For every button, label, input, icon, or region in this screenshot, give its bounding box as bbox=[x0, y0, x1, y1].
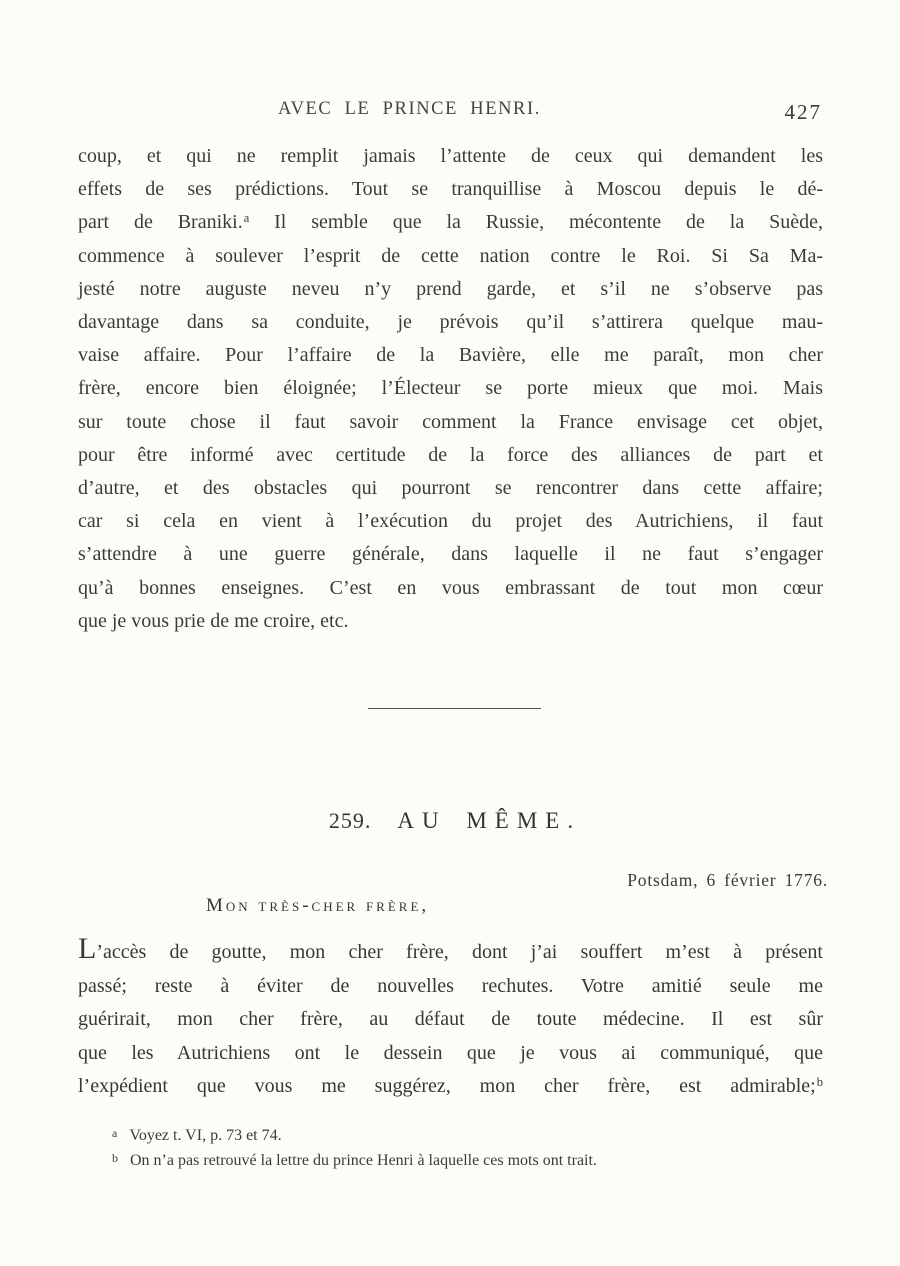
continuation-paragraph bbox=[78, 140, 823, 638]
text-line: passé; reste à éviter de nouvelles rechutes. Votre amitié seule me bbox=[78, 974, 823, 997]
text-line: d’autre, et des obstacles qui pourront se rencontrer dans cette affaire; bbox=[78, 477, 823, 500]
letter-heading bbox=[0, 808, 900, 834]
first-line-text: ’accès de goutte, mon cher frère, dont j’ai souffert m’est à présent bbox=[96, 941, 823, 963]
footnote bbox=[112, 1124, 597, 1149]
text-line: vaise affaire. Pour l’affaire de la Bavière, elle me paraît, mon cher bbox=[78, 344, 823, 367]
page-number: 427 bbox=[784, 100, 822, 124]
drop-cap-initial: L bbox=[78, 932, 97, 965]
dateline: Potsdam, 6 février 1776. bbox=[627, 870, 828, 890]
text-line: effets de ses prédictions. Tout se tranquillise à Moscou depuis le dé- bbox=[78, 178, 823, 201]
text-line: davantage dans sa conduite, je prévois qu’il s’attirera quelque mau- bbox=[78, 311, 823, 334]
text-line: part de Braniki.$^a$ Il semble que la Russie, mécontente de la Suède, bbox=[78, 211, 823, 234]
text-line: sur toute chose il faut savoir comment la France envisage cet objet, bbox=[78, 410, 823, 433]
footnote-text: Voyez t. VI, p. 73 et 74. bbox=[129, 1127, 282, 1144]
letter-title: AU MÊME. bbox=[397, 808, 582, 833]
text-line: que les Autrichiens ont le dessein que je vous ai communiqué, que bbox=[78, 1041, 823, 1064]
text-line: guérirait, mon cher frère, au défaut de toute médecine. Il est sûr bbox=[78, 1008, 823, 1030]
text-line: frère, encore bien éloignée; l’Électeur se porte mieux que moi. Mais bbox=[78, 377, 823, 400]
footnote-marker: a bbox=[112, 1126, 118, 1140]
footnotes bbox=[112, 1124, 597, 1173]
footnote-ref: b bbox=[816, 1075, 823, 1089]
footnote-marker: b bbox=[112, 1150, 118, 1165]
text-line: l’expédient que vous me suggérez, mon cher frère, est admirable;$^b$ bbox=[78, 1075, 823, 1097]
section-divider bbox=[368, 708, 541, 709]
running-header-title: AVEC LE PRINCE HENRI. bbox=[278, 99, 541, 119]
footnote-ref: a bbox=[243, 211, 250, 226]
footnote-text: On n’a pas retrouvé la lettre du prince Henri à laquelle ces mots ont trait. bbox=[130, 1151, 597, 1169]
text-line: qu’à bonnes enseignes. C’est en vous embrassant de tout mon cœur bbox=[78, 576, 823, 599]
text-line: car si cela en vient à l’exécution du projet des Autrichiens, il faut bbox=[78, 510, 823, 533]
text-line: commence à soulever l’esprit de cette nation contre le Roi. Si Sa Ma- bbox=[78, 244, 823, 267]
text-line bbox=[78, 932, 823, 970]
text-line: s’attendre à une guerre générale, dans laquelle il ne faut s’engager bbox=[78, 543, 823, 566]
text-line: que je vous prie de me croire, etc. bbox=[78, 609, 349, 632]
letter-number: 259. bbox=[328, 808, 372, 833]
salutation: Mon très-cher frère, bbox=[206, 895, 430, 916]
text-line: jesté notre auguste neveu n’y prend garde, et s’il ne s’observe pas bbox=[78, 277, 823, 300]
footnote bbox=[112, 1149, 597, 1174]
letter-body bbox=[78, 932, 823, 1104]
text-line: coup, et qui ne remplit jamais l’attente de ceux qui demandent les bbox=[78, 145, 823, 167]
text-line: pour être informé avec certitude de la force des alliances de part et bbox=[78, 443, 823, 466]
